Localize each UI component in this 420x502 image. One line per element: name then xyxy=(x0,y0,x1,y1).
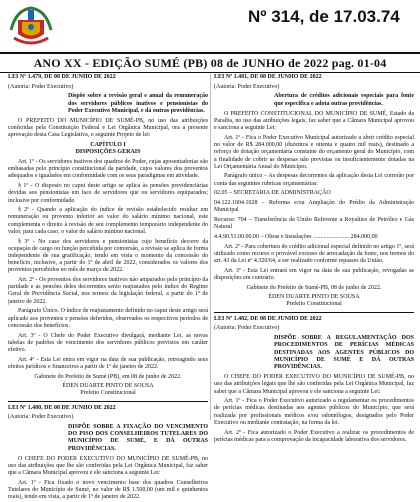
section-divider xyxy=(8,401,208,402)
signature-place-date: Gabinete do Prefeito de Sumé (PB), em 08 de junho de 2022. xyxy=(34,373,182,380)
law-author: (Autoria: Poder Executivo) xyxy=(214,83,280,90)
article-2: Art. 2º - Para cobertura do crédito adicional especial definido no artigo 1º, será utilizado como recurso o provável excesso de arrecadação da fonte, nos termos do art. 43 da Lei nº 4.320/64, a ser realizado conforme repasses da União. xyxy=(214,243,414,264)
budget-item: 04.122.1004.1028 – Reforma e/ou Ampliação do Prédio da Administração Municipal xyxy=(214,200,414,214)
right-column xyxy=(214,74,414,443)
law-preamble: O PREFEITO CONSTITUCIONAL DO MUNICÍPIO DE SUMÉ, Estado da Paraíba, no uso das atribuições legais, faz saber que a Câmara Municipal aprovou e sanciona a seguinte Lei: xyxy=(214,110,414,132)
budget-item: Recurso: 704 – Transferência da União Referente a Royalties de Petróleo e Gás Natural xyxy=(214,216,414,231)
law-ementa: Abertura de créditos adicionais especiais para fonte que especifica e adota outras providências. xyxy=(274,93,414,107)
law-title: LEI Nº 1.479, DE 08 DE JUNHO DE 2022 xyxy=(8,74,116,80)
paragraph-1: § 1º - O disposto no caput deste artigo se aplica às pensões previdenciárias devidas aos pensionistas em face de servidores que ou servidores equiparados; inclusive por conformidade. xyxy=(8,183,208,204)
article-3: Art. 3º - Esta Lei entrará em vigor na data de sua publicação, revogadas as disposições em contrário. xyxy=(214,267,414,281)
edition-bar xyxy=(0,52,420,73)
column-divider xyxy=(210,74,211,420)
masthead xyxy=(0,0,420,52)
signature-name: ÉDEN DUARTE PINTO DE SOUSA xyxy=(268,294,360,301)
law-preamble: O CHEFE DO PODER EXECUTIVO DO MUNICÍPIO DE SUMÉ-PB, no uso das atribuições legais que lhe são conferidas pela Lei Orgânica Municipal, faz saber que a Câmara Municipal aprovou e ele sanciona a seguinte Lei: xyxy=(214,374,414,395)
chapter-number: CAPÍTULO I xyxy=(90,142,126,149)
article-3: Art. 3º - O Chefe do Poder Executivo divulgará, mediante Lei, as novas tabelas de padrões de vencimento dos servidores públicos previstos em caráter efetivo. xyxy=(8,332,208,353)
law-author: (Autoria: Poder Executivo) xyxy=(214,325,280,332)
sole-paragraph: Parágrafo único – As despesas decorrentes da aplicação desta Lei correrão por conta das seguintes rubricas orçamentárias: xyxy=(214,173,414,187)
section-divider xyxy=(214,312,414,313)
article-1: Art. 1º - Fica fixado o novo vencimento base dos quadros Conselheiros Tutelares do Município de Sumé, no valor de R$ 1.500,00 (um mil e quinhentos reais), tendo em vista, a partir de 1º de janeiro de 2022. xyxy=(8,479,208,501)
signature-name: ÉDEN DUARTE PINTO DE SOUSA xyxy=(62,383,154,390)
left-column xyxy=(8,74,208,501)
law-title: LEI Nº 1.480, DE 08 DE JUNHO DE 2022 xyxy=(8,404,116,411)
edition-text: ANO XX - EDIÇÃO SUMÉ (PB) 08 de JUNHO de 2022 pag. 01-04 xyxy=(33,55,387,70)
law-author: (Autoria: Poder Executivo) xyxy=(8,83,74,90)
article-1: Art. 1º - Os servidores inativos dos quadros do Poder, cujas aposentadorias são embasadas pelo princípio constitucional da paridade, cujos valores dos proventos adequados e igualados em conformidade com os seus paradigmas em atividade. xyxy=(8,159,208,180)
signature-role: Prefeito Constitucional xyxy=(80,390,136,397)
issue-line: Nº 314, de 17.03.74 xyxy=(248,7,400,26)
law-title: LEI Nº 1.482, DE 08 DE JUNHO DE 2022 xyxy=(214,315,322,322)
law-title: LEI Nº 1.481, DE 08 DE JUNHO DE 2022 xyxy=(214,74,322,80)
article-1: Art. 1º - Fica o Poder Executivo Municipal autorizado a abrir crédito especial no valor de R$ 284.000,00 (duzentos e oitenta e quatro mil reais), destinado a reforço de dotação orçamentária constante do orçamento geral do Município, com a finalidade de cobrir as despesas não previstas ou insuficientemente dotadas na Lei Orçamentária Anual do Município. xyxy=(214,134,414,170)
law-ementa: DISPÕE SOBRE A REGULAMENTAÇÃO DOS PROCEDIMENTOS DE PERÍCIAS MÉDICAS DESTINADAS AOS AGENTES PÚBLICOS DO MUNICÍPIO DE SUMÉ E DÁ OUTRAS PROVIDÊNCIAS. xyxy=(274,335,414,370)
article-4: Art. 4º - Esta Lei entra em vigor na data de sua publicação, retroagindo seus efeitos jurídicos e financeiros a partir de 1º de janeiro de 2022. xyxy=(8,356,208,370)
law-ementa: DISPÕE SOBRE A FIXAÇÃO DO VENCIMENTO DO PISO DOS CONSELHEIROS TUTELARES DO MUNICÍPIO DE SUMÉ, E DÁ OUTRAS PROVIDÊNCIAS. xyxy=(68,424,208,452)
municipal-coat-of-arms-icon xyxy=(6,2,56,48)
budget-item: 4.4.90.51.00.00.00 – Obras e Instalações ........................ 284.000,00 xyxy=(214,233,378,240)
article-2: Art. 2º - Fica autorizado o Poder Executivo a realizar os procedimentos de perícias médicas para a comprovação da incapacidade laborativa dos servidores. xyxy=(214,429,414,443)
sole-paragraph: Parágrafo Único. O índice de reajustamento definido no caput deste artigo será aplicado aos proventos e pensões deferidos, observados os respectivos períodos de concessão dos benefícios. xyxy=(8,308,208,329)
issue-reference xyxy=(248,8,408,26)
law-preamble: O PREFEITO DO MUNICÍPIO DE SUMÉ-PB, no uso das atribuições conferidas pela Constituição Federal e Lei Orgânica Municipal, ora a presente aprovação desta Casa Legislativa, o seguinte Projeto de lei: xyxy=(8,118,208,139)
budget-unit: 02.05 – SECRETARIA DE ADMINISTRAÇÃO xyxy=(214,190,331,197)
law-preamble: O CHEFE DO PODER EXECUTIVO DO MUNICÍPIO DE SUMÉ-PB, no uso das atribuições que lhe são conferidas pela Lei Orgânica Municipal, faz saber que a Câmara Municipal aprovou e ele sanciona a seguinte Lei: xyxy=(8,455,208,477)
paragraph-3: § 3º - No caso dos servidores e pensionistas cujo benefício decorre da ocupação de cargo ou função percebida por conversão, a revisão se aplica de forma independente de sua gratificação, tendo em vista o momento da concessão do benefício, inclusive, a partir do 1º de abril de 2022, considerados os valores dos proventos percebidos no mês de março de 2022. xyxy=(8,238,208,274)
paragraph-2: § 2º - Quando a aplicação do índice de revisão estabelecido resultar em remuneração ou provento inferior ao valor do salário mínimo nacional, este complementa o direito à revisão de seu complemento temporário independente do valor, para cada caso, o valor do salário mínimo nacional. xyxy=(8,207,208,235)
signature-role: Prefeito Constitucional xyxy=(286,301,342,308)
law-ementa: Dispõe sobre a revisão geral e anual da remuneração dos servidores públicos inativos e pensionistas do Poder Executivo Municipal, e dá outras providências. xyxy=(68,93,208,114)
article-1: Art. 1º - Fica o Poder Executivo autorizado a regulamentar os procedimentos de perícias médicas destinadas aos agentes públicos do Município, que será realizada por profissionais médicos e/ou odontólogos, designados pelo Poder Executivo ou mediante contratação, na forma da lei. xyxy=(214,398,414,426)
signature-place-date: Gabinete do Prefeito de Sumé-PB, 08 de junho de 2022. xyxy=(246,284,382,291)
law-author: (Autoria: Poder Executivo) xyxy=(8,414,74,421)
chapter-title: DISPOSIÇÕES GERAIS xyxy=(75,149,141,156)
article-2: Art. 2º - Os proventos dos servidores inativos não amparados pelo princípio da paridade e as pensões deles decorrentes serão reajustados pelo índice do Regime Geral de Previdência Social, nos termos da legislação federal, a partir do 1º de janeiro de 2022. xyxy=(8,277,208,305)
